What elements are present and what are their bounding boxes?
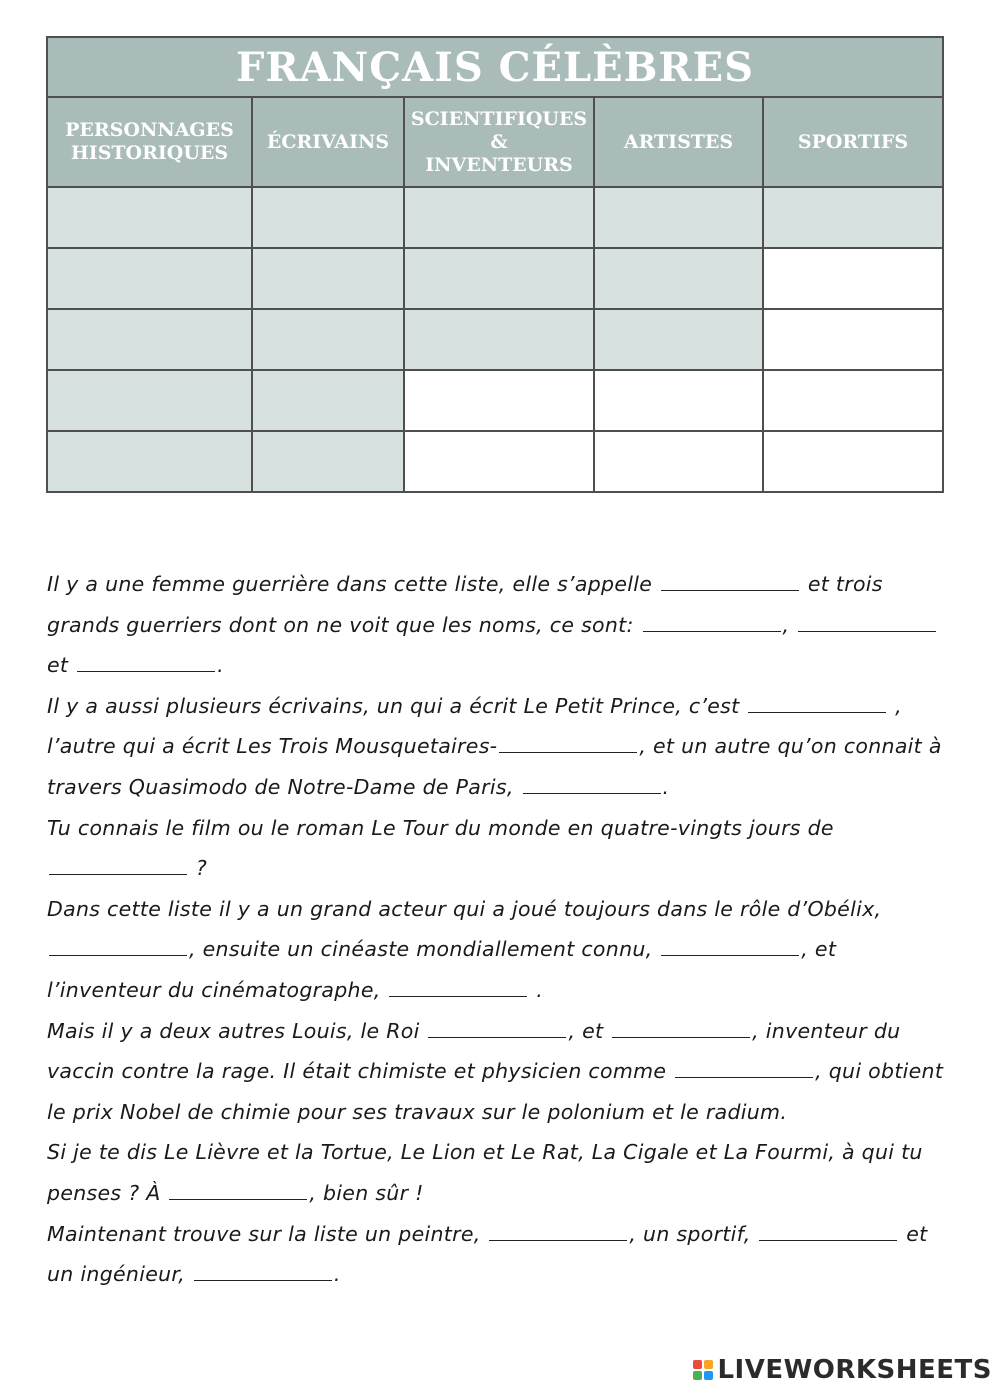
answer-blank[interactable] <box>798 609 936 632</box>
drop-cell-scientists[interactable] <box>404 309 594 370</box>
logo-square <box>704 1360 713 1369</box>
drop-cell-scientists[interactable] <box>404 370 594 431</box>
table-row <box>47 431 943 492</box>
answer-blank[interactable] <box>661 568 799 591</box>
paragraph-text: , inventeur du vaccin contre la rage. Il était chimiste et physicien comme <box>47 1018 901 1084</box>
drop-cell-writers[interactable] <box>252 248 404 309</box>
paragraph-text: , l’autre qui a écrit Les Trois Mousquetaires- <box>47 693 902 759</box>
drop-cell-athletes[interactable] <box>763 187 943 248</box>
answer-blank[interactable] <box>759 1218 897 1241</box>
answer-blank[interactable] <box>169 1177 307 1200</box>
exercise-paragraph <box>47 889 947 1011</box>
drop-cell-artists[interactable] <box>594 187 763 248</box>
answer-blank[interactable] <box>523 771 661 794</box>
paragraph-text: Dans cette liste il y a un grand acteur qui a joué toujours dans le rôle d’Obélix, <box>47 896 882 921</box>
table-row <box>47 370 943 431</box>
paragraph-text: . <box>529 977 544 1002</box>
paragraph-text: , et un autre qu’on connait à travers Quasimodo de Notre-Dame de Paris, <box>47 734 942 799</box>
exercise-paragraph <box>47 1132 947 1213</box>
table-row <box>47 309 943 370</box>
paragraph-text: , <box>782 612 797 637</box>
paragraph-text: . <box>217 653 224 678</box>
table-title: FRANÇAIS CÉLÈBRES <box>47 37 943 97</box>
paragraph-text: ? <box>189 856 207 881</box>
answer-blank[interactable] <box>675 1055 813 1078</box>
drop-cell-artists[interactable] <box>594 309 763 370</box>
answer-blank[interactable] <box>748 690 886 713</box>
logo-square <box>704 1371 713 1380</box>
paragraph-text: et un ingénieur, <box>47 1221 928 1287</box>
exercise-paragraph <box>47 808 947 889</box>
drop-cell-writers[interactable] <box>252 309 404 370</box>
celebrities-table <box>46 36 944 493</box>
drop-cell-historical[interactable] <box>47 431 252 492</box>
column-header-scientists: SCIENTIFIQUES & INVENTEURS <box>404 97 594 187</box>
drop-cell-artists[interactable] <box>594 431 763 492</box>
answer-blank[interactable] <box>77 649 215 672</box>
drop-cell-writers[interactable] <box>252 187 404 248</box>
answer-blank[interactable] <box>49 852 187 875</box>
liveworksheets-logo-icon <box>693 1360 713 1380</box>
exercise-paragraph <box>47 1214 947 1295</box>
answer-blank[interactable] <box>612 1015 750 1038</box>
paragraph-text: et <box>47 653 76 678</box>
answer-blank[interactable] <box>194 1258 332 1281</box>
paragraph-text: Maintenant trouve sur la liste un peintre, <box>47 1221 488 1246</box>
column-header-artists: ARTISTES <box>594 97 763 187</box>
liveworksheets-brand <box>693 1355 992 1385</box>
answer-blank[interactable] <box>49 933 187 956</box>
table-row <box>47 248 943 309</box>
drop-cell-athletes[interactable] <box>763 370 943 431</box>
drop-cell-scientists[interactable] <box>404 187 594 248</box>
brand-name: LIVEWORKSHEETS <box>717 1355 992 1385</box>
fill-in-exercise <box>47 564 947 1295</box>
answer-blank[interactable] <box>643 609 781 632</box>
drop-cell-scientists[interactable] <box>404 431 594 492</box>
column-header-historical: PERSONNAGES HISTORIQUES <box>47 97 252 187</box>
paragraph-text: . <box>333 1262 341 1287</box>
paragraph-text: Mais il y a deux autres Louis, le Roi <box>47 1018 427 1043</box>
paragraph-text: , ensuite un cinéaste mondiallement connu, <box>189 937 660 962</box>
drop-cell-athletes[interactable] <box>763 431 943 492</box>
paragraph-text: Il y a une femme guerrière dans cette liste, elle s’appelle <box>47 572 659 596</box>
paragraph-text: , un sportif, <box>629 1221 758 1246</box>
drop-cell-historical[interactable] <box>47 187 252 248</box>
answer-blank[interactable] <box>661 933 799 956</box>
drop-cell-historical[interactable] <box>47 248 252 309</box>
exercise-paragraph <box>47 686 947 808</box>
paragraph-text: . <box>662 774 670 799</box>
drop-cell-historical[interactable] <box>47 370 252 431</box>
drop-cell-artists[interactable] <box>594 370 763 431</box>
drop-cell-historical[interactable] <box>47 309 252 370</box>
drop-cell-writers[interactable] <box>252 431 404 492</box>
paragraph-text: Il y a aussi plusieurs écrivains, un qui a écrit Le Petit Prince, c’est <box>47 693 747 718</box>
drop-cell-athletes[interactable] <box>763 248 943 309</box>
answer-blank[interactable] <box>428 1015 566 1038</box>
paragraph-text: , bien sûr ! <box>309 1180 424 1205</box>
table-row <box>47 187 943 248</box>
answer-blank[interactable] <box>489 1218 627 1241</box>
paragraph-text: et trois grands guerriers dont on ne voit que les noms, ce sont: <box>47 572 883 637</box>
logo-square <box>693 1360 702 1369</box>
answer-blank[interactable] <box>389 974 527 997</box>
exercise-paragraph <box>47 1011 947 1133</box>
table-header-row <box>47 97 943 187</box>
column-header-athletes: SPORTIFS <box>763 97 943 187</box>
paragraph-text: , qui obtient le prix Nobel de chimie pour ses travaux sur le polonium et le radium. <box>47 1059 944 1124</box>
paragraph-text: Si je te dis Le Lièvre et la Tortue, Le Lion et Le Rat, La Cigale et La Fourmi, à qui tu penses ? À <box>47 1140 923 1205</box>
column-header-writers: ÉCRIVAINS <box>252 97 404 187</box>
drop-cell-writers[interactable] <box>252 370 404 431</box>
drop-cell-athletes[interactable] <box>763 309 943 370</box>
paragraph-text: Tu connais le film ou le roman Le Tour du monde en quatre-vingts jours de <box>47 815 834 840</box>
paragraph-text: , et l’inventeur du cinématographe, <box>47 937 837 1002</box>
drop-cell-artists[interactable] <box>594 248 763 309</box>
logo-square <box>693 1371 702 1380</box>
exercise-paragraph <box>47 564 947 686</box>
drop-cell-scientists[interactable] <box>404 248 594 309</box>
paragraph-text: , et <box>568 1018 611 1043</box>
answer-blank[interactable] <box>499 730 637 753</box>
